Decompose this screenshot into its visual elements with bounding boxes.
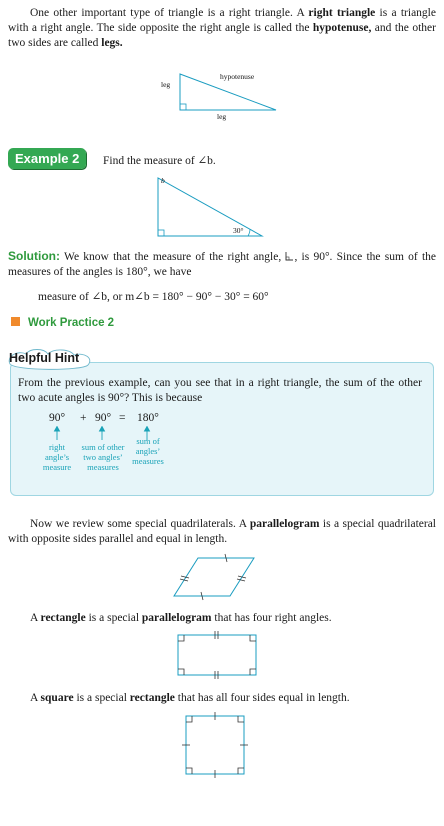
quadrilateral-paragraph xyxy=(8,517,436,547)
hint-eq-90b: 90° xyxy=(95,412,112,424)
intro-text-1: One other important type of triangle is a right triangle. A xyxy=(30,7,309,19)
example-right-angle-mark xyxy=(158,230,164,236)
right-angle-mark xyxy=(180,104,186,110)
term-hypotenuse: hypotenuse, xyxy=(312,22,372,34)
hint-text: From the previous example, can you see that in a right triangle, the sum of the other two acute angles is 90°? This is because xyxy=(18,377,422,404)
angle-arc xyxy=(248,229,250,236)
rect-text-2: is a special xyxy=(85,612,142,624)
rectangle-figure xyxy=(172,630,262,680)
term-rectangle-2: rectangle xyxy=(129,692,175,704)
term-parallelogram-2: parallelogram xyxy=(141,612,212,624)
example-triangle-shape xyxy=(158,178,262,236)
term-legs: legs. xyxy=(101,37,123,49)
square-text-1: A xyxy=(30,692,41,704)
solution-paragraph xyxy=(8,249,436,280)
example-2-badge xyxy=(8,150,86,168)
rectangle-shape xyxy=(178,635,256,675)
intro-text-3: and the other two sides are called xyxy=(8,22,436,49)
leg-bottom-label: leg xyxy=(217,112,227,121)
work-practice-marker xyxy=(11,317,20,326)
square-text-2: is a special xyxy=(73,692,130,704)
hint-eq-90a: 90° xyxy=(49,412,66,424)
leg-left-label: leg xyxy=(161,80,171,89)
work-practice-2[interactable] xyxy=(11,313,114,331)
example-2-prompt: Find the measure of ∠b. xyxy=(103,155,216,167)
rectangle-paragraph xyxy=(8,611,436,626)
hint-label-sum-angles: sum of angles’ measures xyxy=(132,436,164,466)
work-practice-label: Work Practice 2 xyxy=(28,317,115,329)
thirty-degree-label: 30° xyxy=(233,226,244,235)
term-parallelogram: parallelogram xyxy=(249,518,320,530)
hint-eq-180: 180° xyxy=(137,412,159,424)
helpful-hint-title: Helpful Hint xyxy=(9,351,80,365)
quad-text-1: Now we review some special quadrilaterals. A xyxy=(30,518,250,530)
hint-eq-equals: = xyxy=(119,412,126,424)
intro-paragraph xyxy=(8,6,436,51)
solution-label: Solution: xyxy=(8,249,60,263)
rect-text-1: A xyxy=(30,612,41,624)
square-text-3: that has all four sides equal in length. xyxy=(174,692,350,704)
rect-text-3: that has four right angles. xyxy=(211,612,332,624)
solution-text-1: We know that the measure of the right angle, xyxy=(59,251,286,263)
square-shape xyxy=(186,716,244,774)
hint-label-other-two: sum of other two angles’ measures xyxy=(81,442,125,472)
square-paragraph xyxy=(8,691,436,706)
hypotenuse-label: hypotenuse xyxy=(220,72,255,81)
square-figure xyxy=(180,710,250,780)
term-square: square xyxy=(40,692,74,704)
example-badge-label: Example 2 xyxy=(8,148,86,169)
intro-text-2: is a triangle with a right angle. The side opposite the right angle is called the xyxy=(8,7,436,34)
solution-text-2: , is 90°. Since the sum of the measures of the angles is 180°, we have xyxy=(8,251,436,278)
example-triangle-figure xyxy=(150,172,280,242)
hint-label-right-angle: right angle’s measure xyxy=(42,442,72,472)
term-rectangle: rectangle xyxy=(40,612,86,624)
solution-equation: measure of ∠b, or m∠b = 180° − 90° − 30° = 60° xyxy=(38,291,269,303)
hint-eq-plus: + xyxy=(80,412,87,424)
parallelogram-figure xyxy=(168,552,264,602)
vertex-b-label: b xyxy=(161,176,165,185)
term-right-triangle: right triangle xyxy=(308,7,376,19)
quad-text-2: is a special quadrilateral with opposite sides parallel and equal in length. xyxy=(8,518,436,545)
